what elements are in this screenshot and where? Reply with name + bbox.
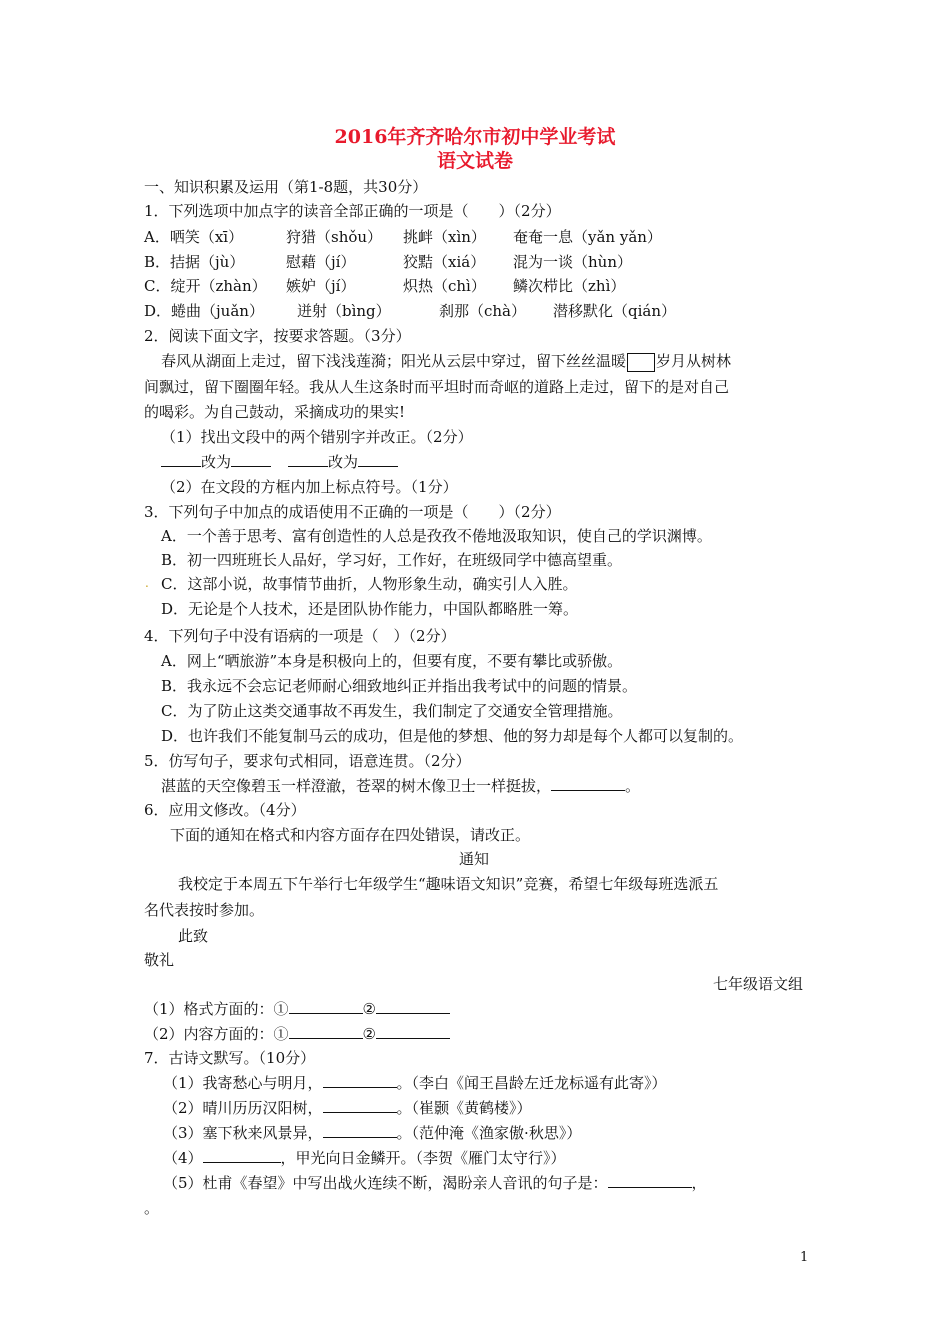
notice-cizhi: 此致 — [178, 927, 209, 945]
q2-p1b: 岁月从树林 — [656, 352, 732, 370]
q1-option-b2: 慰藉（jí） — [286, 253, 356, 271]
q7-l4b: ，甲光向日金鳞开。（李贺《雁门太守行》） — [280, 1149, 566, 1167]
q6-instruction: 下面的通知在格式和内容方面存在四处错误，请改正。 — [170, 826, 531, 844]
q1-option-c4: 鳞次栉比（zhì） — [513, 277, 626, 295]
q1-option-d3: 刹那（chà） — [439, 302, 527, 320]
answer-blank[interactable] — [289, 999, 363, 1014]
q7-l2a: （2）晴川历历汉阳树， — [163, 1099, 323, 1117]
punctuation-box[interactable] — [627, 353, 655, 372]
q4-option-c: C．为了防止这类交通事故不再发生，我们制定了交通安全管理措施。 — [161, 702, 623, 720]
notice-jingli: 敬礼 — [144, 951, 175, 969]
q1-option-a1: A．哂笑（xī） — [144, 228, 244, 246]
notice-body-1: 我校定于本周五下午举行七年级学生“趣味语文知识”竞赛，希望七年级每班选派五 — [178, 875, 719, 893]
q1-option-c3: 炽热（chì） — [403, 277, 486, 295]
q1-option-c1: C．绽开（zhàn） — [144, 277, 267, 295]
answer-blank[interactable] — [376, 999, 450, 1014]
answer-blank[interactable] — [203, 1148, 281, 1163]
q2-fix-line — [161, 452, 398, 472]
q7-l5b: ， — [691, 1174, 707, 1192]
notice-body-2: 名代表按时参加。 — [144, 901, 265, 919]
circle-two: ② — [362, 1025, 376, 1043]
q5-sentence — [161, 776, 640, 796]
fix-word: 改为 — [201, 453, 232, 471]
answer-blank[interactable] — [323, 1098, 397, 1113]
answer-blank[interactable] — [608, 1173, 692, 1188]
title-line-2: 语文试卷 — [436, 150, 513, 172]
answer-blank[interactable] — [376, 1024, 450, 1039]
q2-paragraph-line-1 — [161, 351, 731, 372]
q7-l2b: 。（崔颢《黄鹤楼》） — [396, 1099, 532, 1117]
stray-mark: . — [145, 576, 149, 590]
q1-stem: 1．下列选项中加点字的读音全部正确的一项是（ ）（2分） — [144, 202, 561, 220]
section-heading: 一、知识积累及运用（第1-8题，共30分） — [144, 178, 428, 196]
q7-line-1 — [163, 1073, 667, 1093]
q3-option-c: C．这部小说，故事情节曲折，人物形象生动，确实引人入胜。 — [161, 575, 578, 593]
q1-option-b3: 狡黠（xiá） — [403, 253, 486, 271]
q6-a1-label: （1）格式方面的：① — [144, 1000, 289, 1018]
q1-option-c2: 嫉妒（jí） — [286, 277, 356, 295]
q4-stem: 4．下列句子中没有语病的一项是（ ）（2分） — [144, 627, 456, 645]
answer-blank[interactable] — [551, 776, 625, 791]
q4-option-a: A．网上“晒旅游”本身是积极向上的，但要有度，不要有攀比或骄傲。 — [161, 652, 623, 670]
q7-line-3 — [163, 1123, 581, 1143]
page-number: 1 — [800, 1250, 809, 1265]
q4-option-d: D．也许我们不能复制马云的成功，但是他的梦想、他的努力却是每个人都可以复制的。 — [161, 727, 744, 745]
q7-l1a: （1）我寄愁心与明月， — [163, 1074, 323, 1092]
q7-l3b: 。（范仲淹《渔家傲·秋思》） — [396, 1124, 582, 1142]
q3-option-a: A．一个善于思考、富有创造性的人总是孜孜不倦地汲取知识，使自己的学识渊博。 — [161, 527, 712, 545]
q6-answer-format — [144, 999, 450, 1019]
q5-text: 湛蓝的天空像碧玉一样澄澈，苍翠的树木像卫士一样挺拔， — [161, 777, 552, 795]
q5-stem: 5．仿写句子，要求句式相同，语意连贯。（2分） — [144, 752, 471, 770]
q2-p1a: 春风从湖面上走过，留下浅浅莲漪；阳光从云层中穿过，留下丝丝温暖 — [161, 352, 627, 370]
notice-signature: 七年级语文组 — [713, 975, 804, 993]
q1-option-a3: 挑衅（xìn） — [403, 228, 486, 246]
q2-sub1: （1）找出文段中的两个错别字并改正。（2分） — [161, 428, 473, 446]
fix-word: 改为 — [328, 453, 359, 471]
title-line-1: 2016年齐齐哈尔市初中学业考试 — [334, 126, 616, 148]
q7-l5a: （5）杜甫《春望》中写出战火连续不断，渴盼亲人音讯的句子是： — [163, 1174, 608, 1192]
q7-l3a: （3）塞下秋来风景异， — [163, 1124, 323, 1142]
q3-option-d: D．无论是个人技术，还是团队协作能力，中国队都略胜一筹。 — [161, 600, 579, 618]
q7-line-2 — [163, 1098, 532, 1118]
q1-option-b1: B．拮据（jù） — [144, 253, 245, 271]
q1-option-d2: 迸射（bìng） — [297, 302, 391, 320]
answer-blank[interactable] — [323, 1073, 397, 1088]
notice-title: 通知 — [459, 850, 490, 868]
q1-option-a4: 奄奄一息（yǎn yǎn） — [513, 228, 662, 246]
q7-l1b: 。（李白《闻王昌龄左迁龙标遥有此寄》） — [396, 1074, 667, 1092]
answer-blank[interactable] — [358, 452, 398, 467]
q5-end: 。 — [625, 777, 641, 795]
q6-a2-label: （2）内容方面的：① — [144, 1025, 289, 1043]
q7-stem: 7．古诗文默写。（10分） — [144, 1049, 316, 1067]
answer-blank[interactable] — [161, 452, 201, 467]
q3-option-b: B．初一四班班长人品好，学习好，工作好，在班级同学中德高望重。 — [161, 551, 623, 569]
q1-option-d4: 潜移默化（qián） — [553, 302, 677, 320]
answer-blank[interactable] — [323, 1123, 397, 1138]
q2-sub2: （2）在文段的方框内加上标点符号。（1分） — [161, 478, 458, 496]
q4-option-b: B．我永远不会忘记老师耐心细致地纠正并指出我考试中的问题的情景。 — [161, 677, 638, 695]
q7-line-4 — [163, 1148, 566, 1168]
q2-paragraph-line-2: 间飘过，留下圈圈年轻。我从人生这条时而平坦时而奇岖的道路上走过，留下的是对自己 — [144, 378, 730, 396]
q1-option-a2: 狩猎（shǒu） — [286, 228, 383, 246]
q7-line-5 — [163, 1173, 707, 1193]
q2-stem: 2．阅读下面文字，按要求答题。（3分） — [144, 327, 411, 345]
q7-line-5-end: 。 — [144, 1199, 160, 1217]
q1-option-d1: D．蜷曲（juǎn） — [144, 302, 264, 320]
q6-answer-content — [144, 1024, 450, 1044]
circle-two: ② — [362, 1000, 376, 1018]
answer-blank[interactable] — [231, 452, 271, 467]
answer-blank[interactable] — [288, 452, 328, 467]
answer-blank[interactable] — [289, 1024, 363, 1039]
q1-option-b4: 混为一谈（hùn） — [513, 253, 632, 271]
q6-stem: 6．应用文修改。（4分） — [144, 801, 306, 819]
q3-stem: 3．下列句子中加点的成语使用不正确的一项是（ ）（2分） — [144, 503, 561, 521]
q2-paragraph-line-3: 的喝彩。为自己鼓动，采摘成功的果实! — [144, 403, 406, 421]
q7-l4a: （4） — [163, 1149, 203, 1167]
